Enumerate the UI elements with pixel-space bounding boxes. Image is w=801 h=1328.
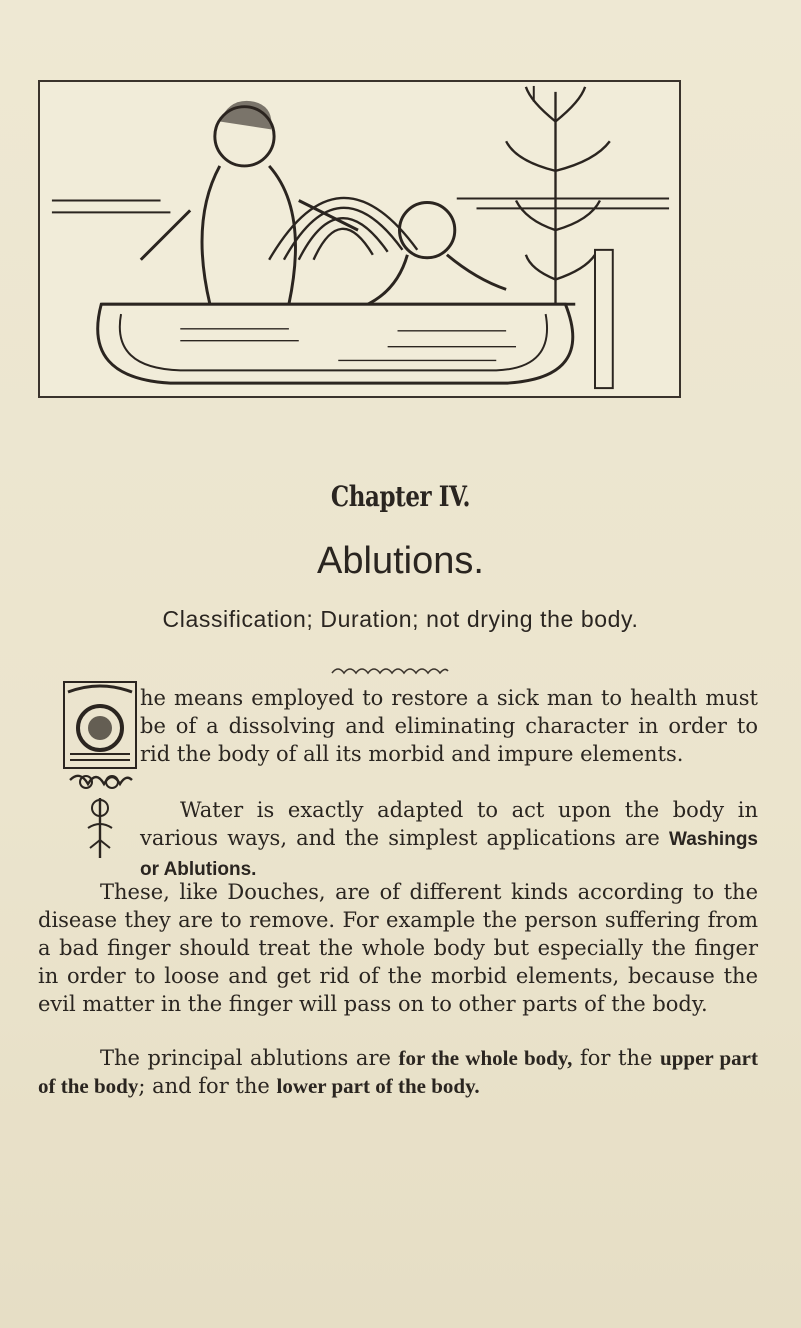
bathing-child-illustration-icon <box>40 82 679 396</box>
paragraph-1-text: he means employed to restore a sick man to health must be of a dissolving and eliminating character in order to rid the body of all its morbid and impure elements. <box>140 686 758 766</box>
paragraph-3-text: These, like Douches, are of different kinds according to the disease they are to remove. For example the person suffering from a bad finger should treat the whole body but especially the finger in order to loose and get rid of the morbid elements, because the evil matter in the finger will pass on to other parts of the body. <box>38 880 758 1016</box>
squiggle-divider-icon <box>330 663 450 677</box>
decorated-initial-icon <box>60 678 140 868</box>
chapter-heading: Chapter IV. <box>330 480 471 513</box>
paragraph-2 <box>140 796 758 884</box>
paragraph-2-text: Water is exactly adapted to act upon the body in various ways, and the simplest applications are <box>140 798 758 850</box>
paragraph-1 <box>140 684 758 768</box>
paragraph-2-emphasis: Washings or Ablutions. <box>140 829 758 880</box>
page-title: Ablutions. <box>317 540 484 582</box>
paragraph-3 <box>38 878 758 1018</box>
paragraph-4 <box>38 1044 758 1100</box>
paragraph-4-text-3: ; and for the <box>138 1074 277 1098</box>
header-illustration <box>38 80 681 398</box>
chapter-subtitle: Classification; Duration; not drying the body. <box>162 606 639 632</box>
paragraph-4-emphasis-3: lower part of the body. <box>276 1074 480 1098</box>
paragraph-4-text-2: for the <box>572 1046 661 1070</box>
paragraph-4-emphasis-2: upper part of the body <box>38 1046 758 1098</box>
paragraph-4-text: The principal ablutions are <box>100 1046 399 1070</box>
paragraph-4-emphasis-1: for the whole body, <box>398 1046 573 1070</box>
